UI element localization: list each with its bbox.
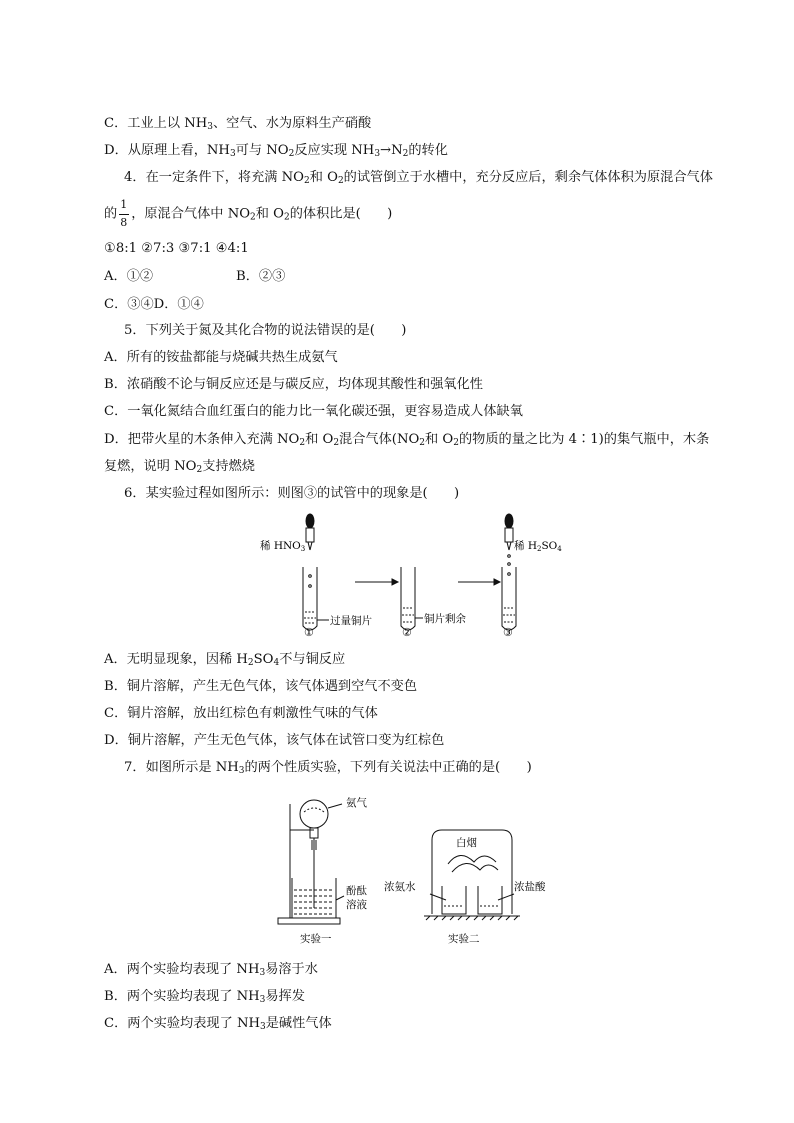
q7-stem: 7．如图所示是 $NH_3$的两个性质实验，下列有关说法中正确的是( ) bbox=[124, 760, 532, 776]
label-n1: ① bbox=[304, 626, 314, 639]
q4-option-b: B．②③ bbox=[236, 269, 286, 284]
dropper-bulb-icon bbox=[505, 514, 513, 528]
q4-option-cd: C．③④D．①④ bbox=[104, 297, 204, 312]
q4-stem: 4．在一定条件下，将充满 $NO_2$和 $O_2$的试管倒立于水槽中，充分反应后，剩余气体体积为原混合气体 bbox=[124, 170, 713, 186]
q4-option-a: A．①② bbox=[104, 269, 154, 284]
label-n2: ② bbox=[402, 626, 412, 639]
label-conc-hcl: 浓盐酸 bbox=[514, 881, 546, 893]
label-n3: ③ bbox=[503, 626, 513, 639]
test-tube-3 bbox=[502, 567, 516, 630]
fraction-one-eighth: $\frac{1}{8}$ bbox=[120, 198, 128, 229]
q5-option-c: C．一氧化氮结合血红蛋白的能力比一氧化碳还强，更容易造成人体缺氧 bbox=[104, 404, 523, 419]
label-exp1: 实验一 bbox=[300, 933, 332, 945]
label-conc-ammonia: 浓氨水 bbox=[384, 881, 416, 893]
label-white-smoke: 白烟 bbox=[456, 837, 477, 849]
label-cu-left: 铜片剩余 bbox=[424, 613, 466, 625]
label-hno3: 稀 HNO3 bbox=[260, 540, 306, 553]
q5-stem: 5．下列关于氮及其化合物的说法错误的是( ) bbox=[124, 323, 407, 338]
q6-option-c: C．铜片溶解，放出红棕色有刺激性气味的气体 bbox=[104, 706, 378, 721]
q5-option-d: D．把带火星的木条伸入充满 $NO_2$和 $O_2$混合气体($NO_2$和 $O_2$的物质的量之比为 4∶1)的集气瓶中，木条 bbox=[104, 432, 710, 448]
q4-stem-line2: 的 $\frac{1}{8}$ ，原混合气体中 $NO_2$和 $O_2$的体积比是( ) bbox=[104, 198, 393, 229]
dropper-bulb-icon bbox=[306, 514, 314, 528]
label-cu-excess: 过量铜片 bbox=[330, 615, 372, 627]
label-ammonia: 氨气 bbox=[346, 797, 367, 809]
q6-option-b: B．铜片溶解，产生无色气体，该气体遇到空气不变色 bbox=[104, 679, 418, 694]
q6-figure bbox=[250, 512, 562, 639]
label-exp2: 实验二 bbox=[448, 933, 480, 945]
q7-option-a: A．两个实验均表现了 $NH_3$易溶于水 bbox=[104, 962, 318, 978]
q3-option-c: C．工业上以 $NH_3$、空气、水为原料生产硝酸 bbox=[104, 116, 372, 132]
flask-icon bbox=[300, 800, 328, 828]
q3-option-d: D．从原理上看，$NH_3$可与 $NO_2$反应实现 $NH_3\to N_2$的转化 bbox=[104, 143, 448, 159]
q5-option-a: A．所有的铵盐都能与烧碱共热生成氨气 bbox=[104, 350, 338, 365]
q6-option-d: D．铜片溶解，产生无色气体，该气体在试管口变为红棕色 bbox=[104, 733, 445, 748]
label-h2so4: 稀 H2SO4 bbox=[514, 540, 562, 553]
q7-figure bbox=[270, 790, 550, 950]
q5-option-d-cont: 复燃，说明 $NO_2$支持燃烧 bbox=[104, 459, 255, 475]
test-tube-1 bbox=[303, 567, 317, 630]
test-tube-2 bbox=[401, 567, 415, 630]
q5-option-b: B．浓硝酸不论与铜反应还是与碳反应，均体现其酸性和强氧化性 bbox=[104, 377, 483, 392]
q7-option-c: C．两个实验均表现了 $NH_3$是碱性气体 bbox=[104, 1016, 332, 1032]
q6-stem: 6．某实验过程如图所示：则图③的试管中的现象是( ) bbox=[124, 486, 460, 501]
q7-option-b: B．两个实验均表现了 $NH_3$易挥发 bbox=[104, 989, 305, 1005]
q4-ratio-options: ①8:1 ②7:3 ③7:1 ④4:1 bbox=[104, 241, 249, 256]
label-phenol-1: 酚酞 bbox=[346, 885, 367, 897]
label-phenol-2: 溶液 bbox=[346, 899, 367, 911]
q6-option-a: A．无明显现象，因稀 $H_2SO_4$不与铜反应 bbox=[104, 652, 346, 668]
